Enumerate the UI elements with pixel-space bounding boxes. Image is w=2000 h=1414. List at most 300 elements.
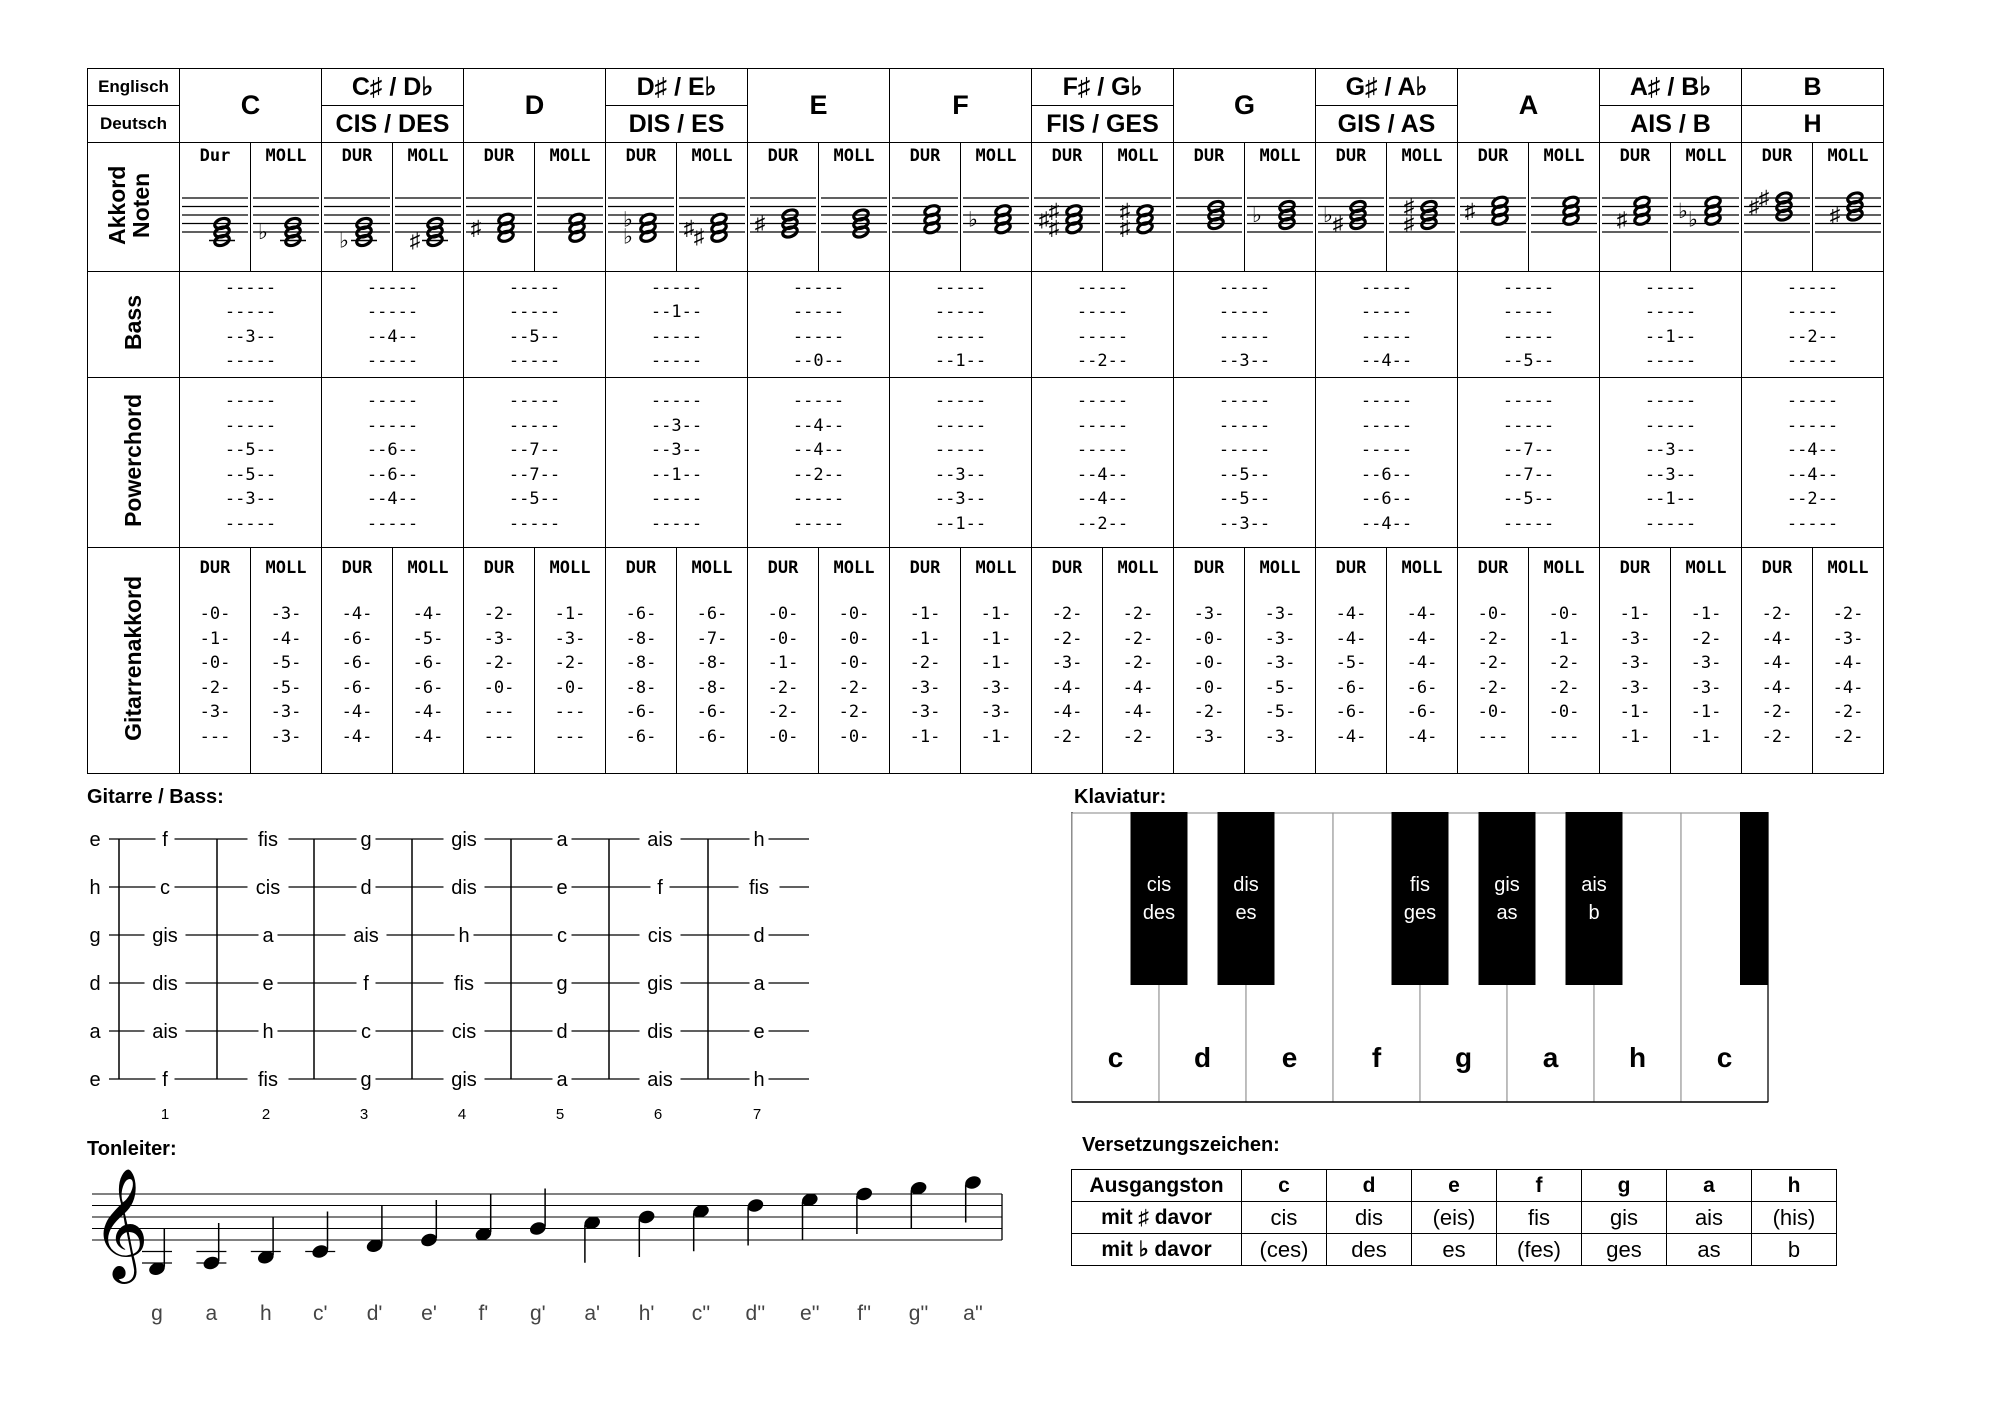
fret-number: 7 xyxy=(752,1106,762,1123)
guitar-chord-tab: -0- -0- -0- -2- -2- -0- xyxy=(838,604,870,747)
fret-note-label: ais xyxy=(647,829,673,851)
fret-note-label: gis xyxy=(647,973,673,995)
moll-label: MOLL xyxy=(1685,146,1727,166)
open-string-label: e xyxy=(89,829,101,851)
fret-note-label: fis xyxy=(258,1069,278,1091)
dur-label: DUR xyxy=(1193,558,1225,578)
fretboard-title: Gitarre / Bass: xyxy=(87,786,224,808)
guitar-chord-tab: -2- -3- -4- -4- -2- -2- xyxy=(1832,604,1864,747)
powerchord-tab: ----- ----- --7-- --7-- --5-- ----- xyxy=(1502,391,1555,534)
dur-label: DUR xyxy=(1335,558,1367,578)
chord-notation xyxy=(1103,166,1173,260)
fret-note-label: a xyxy=(556,1069,568,1091)
guitar-chord-tab: -4- -5- -6- -6- -4- -4- xyxy=(412,604,444,747)
key-english-name: B xyxy=(1742,69,1884,106)
guitar-chord-tab: -0- -0- -1- -2- -2- -0- xyxy=(767,604,799,747)
fret-number: 4 xyxy=(457,1106,467,1123)
white-key-label: c xyxy=(1716,1042,1733,1073)
flat-icon: ♭ xyxy=(623,208,633,232)
chord-notation xyxy=(677,166,747,260)
moll-label: MOLL xyxy=(691,558,733,578)
sharp-icon: ♯ xyxy=(1119,216,1131,240)
sharp-icon: ♯ xyxy=(1403,212,1415,236)
chord-notation xyxy=(464,166,534,260)
fret-note-label: e xyxy=(262,973,274,995)
bass-tab: ----- ----- --5-- ----- xyxy=(508,277,561,371)
scale-note-label: a'' xyxy=(963,1302,983,1325)
black-key-label: fis xyxy=(1410,874,1430,896)
accidentals-header-cell: a xyxy=(1667,1170,1752,1202)
chord-notation xyxy=(961,166,1031,260)
chord-notation xyxy=(819,166,889,260)
bass-tab: ----- ----- ----- --3-- xyxy=(1218,277,1271,371)
guitar-chord-tab: -1- -3- -3- -3- -1- -1- xyxy=(1619,604,1651,747)
flat-icon: ♭ xyxy=(1678,199,1688,223)
key-english-name: C xyxy=(180,69,322,143)
chord-notation xyxy=(1387,166,1457,260)
fret-note-label: c xyxy=(557,925,567,947)
white-key-label: d xyxy=(1193,1042,1212,1073)
black-key xyxy=(1566,812,1623,985)
powerchord-tab: ----- ----- --6-- --6-- --4-- ----- xyxy=(366,391,419,534)
black-key xyxy=(1131,812,1188,985)
key-english-name: F♯ / G♭ xyxy=(1032,69,1174,106)
black-key xyxy=(1392,812,1449,985)
guitar-chord-tab: -2- -3- -2- -0- --- --- xyxy=(483,604,515,747)
guitar-chord-tab: -1- -2- -3- -3- -1- -1- xyxy=(1690,604,1722,747)
dur-label: Dur xyxy=(199,146,231,166)
keyboard-title: Klaviatur: xyxy=(1074,786,1167,808)
fret-note-label: a xyxy=(753,973,765,995)
white-key-label: a xyxy=(1542,1042,1559,1073)
powerchord-tab: ----- --3-- --3-- --1-- ----- ----- xyxy=(650,391,703,534)
dur-label: DUR xyxy=(1335,146,1367,166)
sharp-icon: ♯ xyxy=(1829,204,1841,227)
sharp-icon: ♯ xyxy=(1748,195,1760,219)
fret-note-label: dis xyxy=(152,973,178,995)
dur-label: DUR xyxy=(199,558,231,578)
flat-icon: ♭ xyxy=(258,221,268,244)
scale-note-label: e' xyxy=(421,1302,437,1325)
fret-note-label: gis xyxy=(451,829,477,851)
chord-notation xyxy=(1458,166,1528,260)
white-key-label: g xyxy=(1454,1042,1473,1073)
dur-label: DUR xyxy=(1477,146,1509,166)
dur-label: DUR xyxy=(1051,558,1083,578)
fret-note-label: g xyxy=(360,829,372,851)
scale-note-label: d' xyxy=(366,1302,383,1325)
guitar-chord-tab: -3- -3- -3- -5- -5- -3- xyxy=(1264,604,1296,747)
row-label-bass: Bass xyxy=(120,295,147,350)
powerchord-tab: ----- ----- --5-- --5-- --3-- ----- xyxy=(224,391,277,534)
fret-note-label: e xyxy=(753,1021,765,1043)
white-key-label: f xyxy=(1371,1042,1382,1073)
fret-note-label: f xyxy=(162,1069,168,1091)
fret-note-label: fis xyxy=(258,829,278,851)
fret-note-label: h xyxy=(458,925,470,947)
fret-note-label: ais xyxy=(353,925,379,947)
dur-label: DUR xyxy=(483,558,515,578)
fret-note-label: g xyxy=(360,1069,372,1091)
guitar-chord-tab: -1- -3- -2- -0- --- --- xyxy=(554,604,586,747)
moll-label: MOLL xyxy=(1543,146,1585,166)
bass-tab: ----- ----- --2-- ----- xyxy=(1786,277,1839,371)
sharp-icon: ♯ xyxy=(1048,199,1060,223)
chord-notation xyxy=(1174,166,1244,260)
black-key-label: ais xyxy=(1581,874,1607,896)
moll-label: MOLL xyxy=(1827,558,1869,578)
key-english-name: C♯ / D♭ xyxy=(322,69,464,106)
moll-label: MOLL xyxy=(1117,558,1159,578)
moll-label: MOLL xyxy=(1259,146,1301,166)
moll-label: MOLL xyxy=(1685,558,1727,578)
accidentals-header-cell: e xyxy=(1412,1170,1497,1202)
powerchord-tab: ----- --4-- --4-- --2-- ----- ----- xyxy=(792,391,845,534)
sharp-icon: ♯ xyxy=(1758,187,1770,210)
bass-tab: ----- ----- ----- --1-- xyxy=(934,277,987,371)
moll-label: MOLL xyxy=(1401,558,1443,578)
accidentals-table xyxy=(1071,1169,1837,1266)
scale-note-label: g xyxy=(151,1302,163,1325)
fret-note-label: gis xyxy=(451,1069,477,1091)
scale-note-label: e'' xyxy=(799,1302,820,1325)
moll-label: MOLL xyxy=(1827,146,1869,166)
key-english-name: D xyxy=(464,69,606,143)
accidentals-cell: (eis) xyxy=(1412,1202,1497,1234)
accidentals-header-cell: g xyxy=(1582,1170,1667,1202)
key-english-name: A♯ / B♭ xyxy=(1600,69,1742,106)
fret-number: 6 xyxy=(653,1106,663,1123)
fret-note-label: fis xyxy=(454,973,474,995)
scale-note-label: g'' xyxy=(908,1302,929,1325)
piano-keyboard xyxy=(1071,812,1771,1104)
flat-icon: ♭ xyxy=(1323,204,1333,227)
fret-note-label: cis xyxy=(451,1021,477,1043)
guitar-chord-tab: -2- -4- -4- -4- -2- -2- xyxy=(1761,604,1793,747)
key-english-name: A xyxy=(1458,69,1600,143)
black-key-label: dis xyxy=(1233,874,1259,896)
moll-label: MOLL xyxy=(1117,146,1159,166)
chord-notation xyxy=(180,166,250,260)
dur-label: DUR xyxy=(483,146,515,166)
guitar-chord-tab: -6- -8- -8- -8- -6- -6- xyxy=(625,604,657,747)
accidentals-cell: gis xyxy=(1582,1202,1667,1234)
scale-title: Tonleiter: xyxy=(87,1138,177,1160)
guitar-chord-tab: -4- -4- -4- -6- -6- -4- xyxy=(1406,604,1438,747)
accidentals-header-cell: d xyxy=(1327,1170,1412,1202)
chord-notation xyxy=(1032,166,1102,260)
scale-note-label: g' xyxy=(529,1302,546,1325)
scale-note-label: a' xyxy=(584,1302,601,1325)
chord-notation xyxy=(1813,166,1883,260)
powerchord-tab: ----- ----- ----- --5-- --5-- --3-- xyxy=(1218,391,1271,534)
dur-label: DUR xyxy=(767,558,799,578)
fret-note-label: h xyxy=(753,829,765,851)
chord-table xyxy=(87,68,1884,774)
moll-label: MOLL xyxy=(1259,558,1301,578)
scale-note-label: c' xyxy=(312,1302,328,1325)
fret-note-label: ais xyxy=(647,1069,673,1091)
fret-note-label: a xyxy=(556,829,568,851)
scale-note-label: h xyxy=(259,1302,272,1325)
powerchord-tab: ----- ----- --7-- --7-- --5-- ----- xyxy=(508,391,561,534)
accidentals-header-cell: h xyxy=(1752,1170,1837,1202)
row-label-powerchord: Powerchord xyxy=(120,394,147,527)
sharp-icon: ♯ xyxy=(683,216,695,240)
dur-label: DUR xyxy=(909,558,941,578)
chord-notation xyxy=(1742,166,1812,260)
sharp-icon: ♯ xyxy=(693,225,705,249)
treble-clef-icon: 𝄞 xyxy=(92,1170,149,1277)
fret-note-label: a xyxy=(262,925,274,947)
guitar-chord-tab: -0- -1- -2- -2- -0- --- xyxy=(1548,604,1580,747)
accidentals-title: Versetzungszeichen: xyxy=(1082,1134,1280,1156)
key-english-name: E xyxy=(748,69,890,143)
accidentals-row-label: mit ♯ davor xyxy=(1072,1202,1242,1234)
sharp-icon: ♯ xyxy=(1616,208,1628,232)
accidentals-cell: fis xyxy=(1497,1202,1582,1234)
accidentals-cell: des xyxy=(1327,1234,1412,1266)
fretboard-diagram xyxy=(87,815,827,1130)
sharp-icon: ♯ xyxy=(1464,199,1476,223)
fret-note-label: c xyxy=(160,877,170,899)
sharp-icon: ♯ xyxy=(409,229,421,253)
powerchord-tab: ----- ----- ----- --6-- --6-- --4-- xyxy=(1360,391,1413,534)
open-string-label: h xyxy=(89,877,101,899)
chord-notation xyxy=(890,166,960,260)
fret-note-label: h xyxy=(753,1069,765,1091)
black-key-label: as xyxy=(1496,902,1518,924)
fret-note-label: cis xyxy=(647,925,673,947)
bass-tab: ----- ----- --3-- ----- xyxy=(224,277,277,371)
chord-notation xyxy=(322,166,392,260)
fret-note-label: ais xyxy=(152,1021,178,1043)
chord-notation xyxy=(1671,166,1741,260)
powerchord-tab: ----- ----- ----- --4-- --4-- --2-- xyxy=(1076,391,1129,534)
moll-label: MOLL xyxy=(265,558,307,578)
open-string-label: g xyxy=(89,925,101,947)
key-german-name: CIS / DES xyxy=(322,106,464,143)
row-label-guitar: Gitarrenakkord xyxy=(120,576,147,741)
chord-notation xyxy=(535,166,605,260)
flat-icon: ♭ xyxy=(1688,208,1698,232)
accidentals-cell: es xyxy=(1412,1234,1497,1266)
fret-note-label: f xyxy=(162,829,168,851)
sharp-icon: ♯ xyxy=(1119,199,1131,223)
fret-note-label: f xyxy=(363,973,369,995)
bass-tab: ----- ----- ----- --0-- xyxy=(792,277,845,371)
dur-label: DUR xyxy=(625,558,657,578)
sharp-icon: ♯ xyxy=(1048,216,1060,240)
dur-label: DUR xyxy=(1761,558,1793,578)
fret-note-label: h xyxy=(262,1021,274,1043)
key-german-name: GIS / AS xyxy=(1316,106,1458,143)
chord-notation xyxy=(748,166,818,260)
accidentals-cell: as xyxy=(1667,1234,1752,1266)
guitar-chord-tab: -0- -1- -0- -2- -3- --- xyxy=(199,604,231,747)
dur-label: DUR xyxy=(341,558,373,578)
bass-tab: ----- ----- ----- --4-- xyxy=(1360,277,1413,371)
bass-tab: ----- --1-- ----- ----- xyxy=(650,277,703,371)
open-string-label: a xyxy=(89,1021,101,1043)
chord-notation xyxy=(1245,166,1315,260)
open-string-label: d xyxy=(89,973,101,995)
black-key-label: b xyxy=(1588,902,1600,924)
flat-icon: ♭ xyxy=(623,225,633,249)
fret-note-label: g xyxy=(556,973,568,995)
flat-icon: ♭ xyxy=(1252,204,1262,227)
fret-note-label: d xyxy=(753,925,765,947)
dur-label: DUR xyxy=(1619,146,1651,166)
dur-label: DUR xyxy=(1619,558,1651,578)
guitar-chord-tab: -1- -1- -2- -3- -3- -1- xyxy=(909,604,941,747)
black-key-label: ges xyxy=(1403,902,1437,924)
guitar-chord-tab: -1- -1- -1- -3- -3- -1- xyxy=(980,604,1012,747)
white-key-label: c xyxy=(1107,1042,1124,1073)
bass-tab: ----- ----- --1-- ----- xyxy=(1644,277,1697,371)
fret-number: 5 xyxy=(555,1106,565,1123)
accidentals-cell: b xyxy=(1752,1234,1837,1266)
chord-notation xyxy=(1529,166,1599,260)
accidentals-header-cell: Ausgangston xyxy=(1072,1170,1242,1202)
powerchord-tab: ----- ----- --3-- --3-- --1-- ----- xyxy=(1644,391,1697,534)
white-key-label: e xyxy=(1281,1042,1298,1073)
fret-note-label: gis xyxy=(152,925,178,947)
moll-label: MOLL xyxy=(691,146,733,166)
black-key-label: cis xyxy=(1146,874,1172,896)
flat-icon: ♭ xyxy=(968,208,978,232)
sharp-icon: ♯ xyxy=(1403,195,1415,219)
key-english-name: G♯ / A♭ xyxy=(1316,69,1458,106)
key-english-name: D♯ / E♭ xyxy=(606,69,748,106)
dur-label: DUR xyxy=(767,146,799,166)
scale-note-label: a xyxy=(205,1302,218,1325)
dur-label: DUR xyxy=(909,146,941,166)
key-german-name: H xyxy=(1742,106,1884,143)
row-label-deutsch: Deutsch xyxy=(88,106,180,143)
moll-label: MOLL xyxy=(975,558,1017,578)
row-label-englisch: Englisch xyxy=(88,69,180,106)
fret-note-label: e xyxy=(556,877,568,899)
bass-tab: ----- ----- ----- --2-- xyxy=(1076,277,1129,371)
sharp-icon: ♯ xyxy=(1038,208,1050,232)
key-english-name: F xyxy=(890,69,1032,143)
chord-notation xyxy=(1600,166,1670,260)
sharp-icon: ♯ xyxy=(1332,212,1344,236)
dur-label: DUR xyxy=(1477,558,1509,578)
accidentals-row-label: mit ♭ davor xyxy=(1072,1234,1242,1266)
guitar-chord-tab: -3- -0- -0- -0- -2- -3- xyxy=(1193,604,1225,747)
guitar-chord-tab: -3- -4- -5- -5- -3- -3- xyxy=(270,604,302,747)
moll-label: MOLL xyxy=(407,558,449,578)
moll-label: MOLL xyxy=(1543,558,1585,578)
chord-notation xyxy=(606,166,676,260)
chord-notation xyxy=(1316,166,1386,260)
black-key xyxy=(1479,812,1536,985)
accidentals-cell: (ces) xyxy=(1242,1234,1327,1266)
bass-tab: ----- ----- --4-- ----- xyxy=(366,277,419,371)
dur-label: DUR xyxy=(625,146,657,166)
dur-label: DUR xyxy=(341,146,373,166)
open-string-label: e xyxy=(89,1069,101,1091)
chord-notation xyxy=(393,166,463,260)
moll-label: MOLL xyxy=(1401,146,1443,166)
fret-note-label: fis xyxy=(749,877,769,899)
moll-label: MOLL xyxy=(549,558,591,578)
flat-icon: ♭ xyxy=(339,229,349,253)
scale-note-label: f' xyxy=(478,1302,489,1325)
black-key-label: gis xyxy=(1494,874,1520,896)
guitar-chord-tab: -2- -2- -2- -4- -4- -2- xyxy=(1122,604,1154,747)
fret-number: 1 xyxy=(160,1106,170,1123)
key-german-name: DIS / ES xyxy=(606,106,748,143)
accidentals-cell: (fes) xyxy=(1497,1234,1582,1266)
accidentals-header-cell: c xyxy=(1242,1170,1327,1202)
guitar-chord-tab: -6- -7- -8- -8- -6- -6- xyxy=(696,604,728,747)
fret-note-label: dis xyxy=(647,1021,673,1043)
chord-notation xyxy=(251,166,321,260)
fret-note-label: d xyxy=(556,1021,568,1043)
moll-label: MOLL xyxy=(265,146,307,166)
moll-label: MOLL xyxy=(833,146,875,166)
bass-tab: ----- ----- ----- --5-- xyxy=(1502,277,1555,371)
dur-label: DUR xyxy=(1051,146,1083,166)
guitar-chord-tab: -2- -2- -3- -4- -4- -2- xyxy=(1051,604,1083,747)
sharp-icon: ♯ xyxy=(754,212,766,236)
sharp-icon: ♯ xyxy=(470,216,482,240)
scale-note-label: c'' xyxy=(691,1302,711,1325)
row-label-notes: Akkord Noten xyxy=(103,165,154,245)
moll-label: MOLL xyxy=(407,146,449,166)
guitar-chord-tab: -4- -4- -5- -6- -6- -4- xyxy=(1335,604,1367,747)
fret-number: 2 xyxy=(261,1106,271,1123)
white-key-label: h xyxy=(1628,1042,1647,1073)
black-key xyxy=(1218,812,1275,985)
fret-note-label: c xyxy=(361,1021,371,1043)
key-german-name: FIS / GES xyxy=(1032,106,1174,143)
fret-note-label: dis xyxy=(451,877,477,899)
black-key-label: es xyxy=(1235,902,1257,924)
key-german-name: AIS / B xyxy=(1600,106,1742,143)
accidentals-header-cell: f xyxy=(1497,1170,1582,1202)
accidentals-cell: (his) xyxy=(1752,1202,1837,1234)
black-key-label: des xyxy=(1142,902,1176,924)
accidentals-cell: dis xyxy=(1327,1202,1412,1234)
black-key xyxy=(1740,812,1768,985)
scale-staff xyxy=(87,1160,1027,1330)
accidentals-cell: ais xyxy=(1667,1202,1752,1234)
fret-note-label: f xyxy=(657,877,663,899)
dur-label: DUR xyxy=(1193,146,1225,166)
fret-number: 3 xyxy=(359,1106,369,1123)
moll-label: MOLL xyxy=(975,146,1017,166)
moll-label: MOLL xyxy=(549,146,591,166)
scale-note-label: h' xyxy=(638,1302,655,1325)
key-english-name: G xyxy=(1174,69,1316,143)
guitar-chord-tab: -0- -2- -2- -2- -0- --- xyxy=(1477,604,1509,747)
powerchord-tab: ----- ----- ----- --3-- --3-- --1-- xyxy=(934,391,987,534)
fret-note-label: cis xyxy=(255,877,281,899)
accidentals-cell: cis xyxy=(1242,1202,1327,1234)
scale-note-label: f'' xyxy=(857,1302,872,1325)
powerchord-tab: ----- ----- --4-- --4-- --2-- ----- xyxy=(1786,391,1839,534)
moll-label: MOLL xyxy=(833,558,875,578)
scale-note-label: d'' xyxy=(745,1302,766,1325)
accidentals-cell: ges xyxy=(1582,1234,1667,1266)
fret-note-label: d xyxy=(360,877,372,899)
dur-label: DUR xyxy=(1761,146,1793,166)
guitar-chord-tab: -4- -6- -6- -6- -4- -4- xyxy=(341,604,373,747)
